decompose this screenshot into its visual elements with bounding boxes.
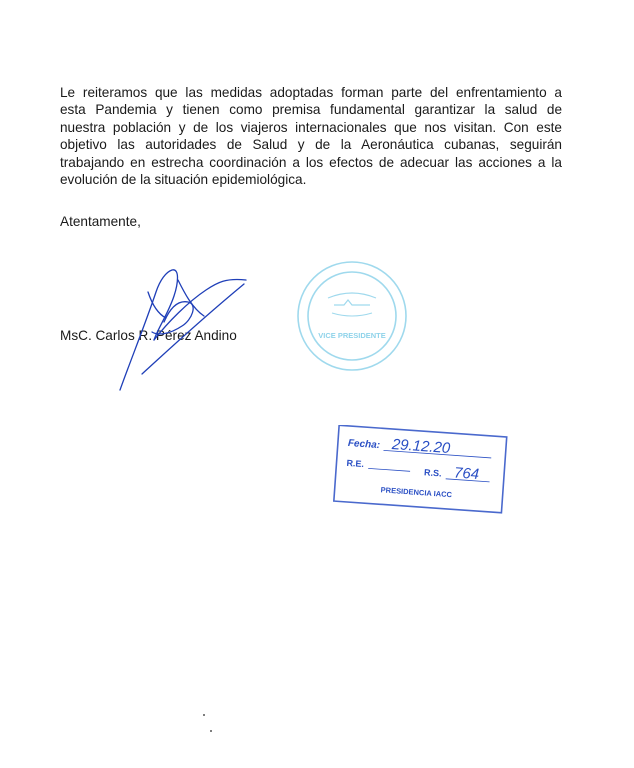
scan-speck <box>210 730 212 732</box>
scan-speck <box>203 714 205 716</box>
stamp-rs-label: R.S. <box>423 467 442 479</box>
paragraph-line: esta Pandemia y tienen como premisa fundamental garantizar la salud de <box>60 102 562 118</box>
stamp-fecha-label: Fecha: <box>347 437 381 452</box>
stamp-rs-value: 764 <box>453 464 480 484</box>
paragraph-line: nuestra población y de los viajeros internacionales que nos visitan. Con este <box>60 119 562 135</box>
stamp-fecha-value: 29.12.20 <box>391 435 451 458</box>
stamp-re-label: R.E. <box>346 457 365 470</box>
official-seal <box>294 258 410 374</box>
paragraph-line: evolución de la situación epidemiológica. <box>60 172 307 188</box>
paragraph-line: trabajando en estrecha coordinación a los efectos de adecuar las acciones a la <box>60 154 562 170</box>
paragraph-line: Le reiteramos que las medidas adoptadas forman parte del enfrentamiento a <box>60 85 562 100</box>
paragraph-line: objetivo las autoridades de Salud y de la Aeronáutica cubanas, seguirán <box>60 137 562 153</box>
seal-text: VICE PRESIDENTE <box>318 331 386 340</box>
body-paragraph <box>60 84 562 188</box>
signer-name: MsC. Carlos R. Pérez Andino <box>60 328 237 343</box>
stamp-office: PRESIDENCIA IACC <box>380 485 453 500</box>
closing-salutation: Atentamente, <box>60 214 141 229</box>
handwritten-signature <box>108 262 258 397</box>
reception-stamp <box>330 425 510 521</box>
